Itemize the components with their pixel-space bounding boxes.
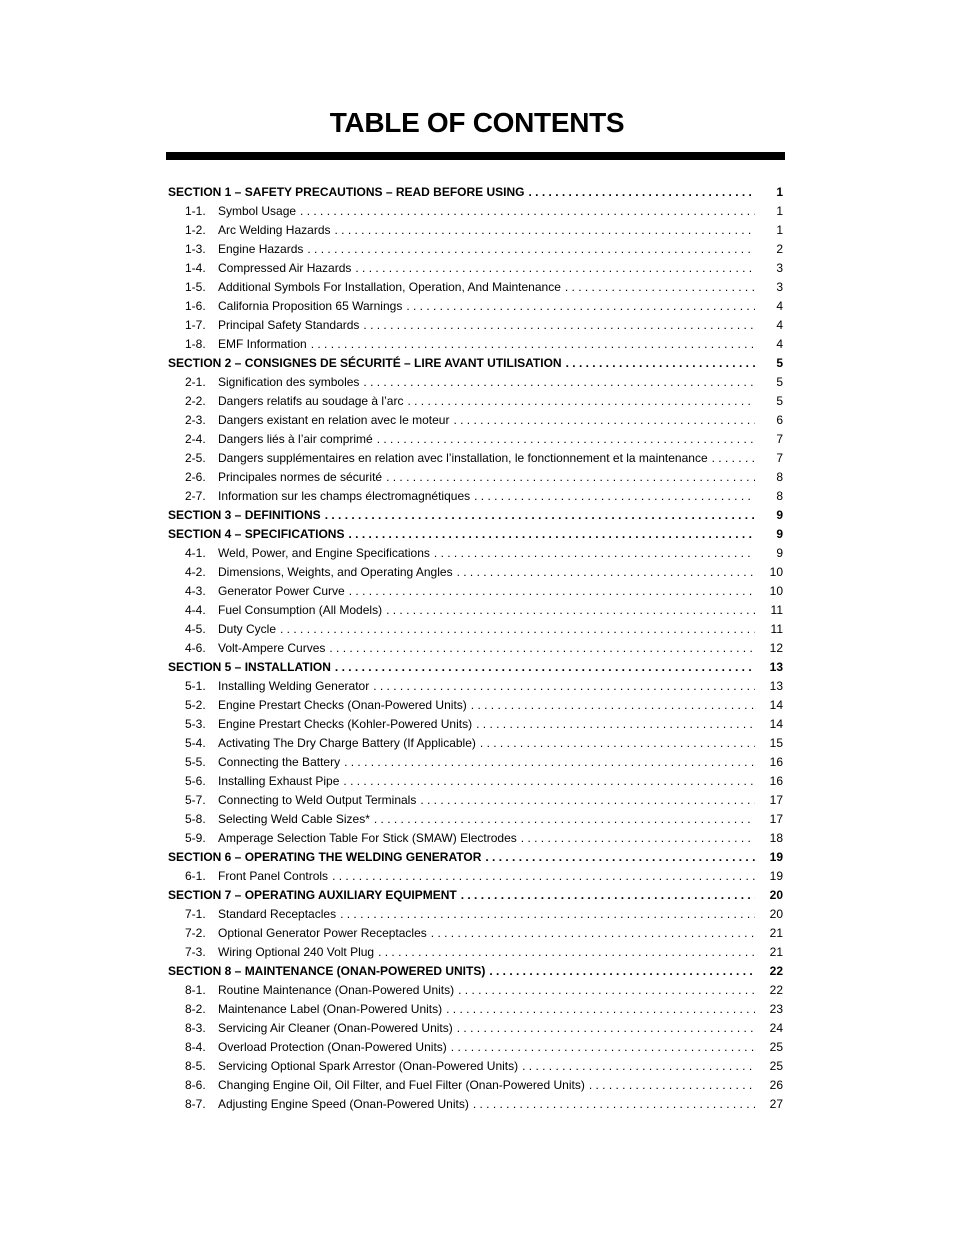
toc-item-title: Signification des symboles	[218, 375, 360, 389]
toc-dot-leader	[343, 772, 755, 791]
toc-item-title: Routine Maintenance (Onan-Powered Units)	[218, 983, 455, 997]
toc-item-number: 5-1.	[185, 679, 206, 693]
toc-item-number: 4-3.	[185, 584, 206, 598]
toc-item-title: Volt-Ampere Curves	[218, 641, 326, 655]
toc-page-number: 11	[770, 622, 783, 636]
toc-dot-leader	[373, 677, 755, 696]
toc-dot-leader	[457, 563, 755, 582]
toc-item-number: 1-5.	[185, 280, 206, 294]
toc-item-row[interactable]	[168, 259, 783, 278]
toc-dot-leader	[521, 829, 755, 848]
toc-page-number: 21	[769, 945, 783, 959]
toc-item-title: Dangers supplémentaires en relation avec l’installation, le fonctionnement et la maintenance	[218, 451, 708, 465]
toc-page-number: 5	[776, 394, 783, 408]
toc-item-number: 5-6.	[185, 774, 206, 788]
toc-page-number: 17	[769, 812, 783, 826]
toc-section-title: SECTION 5 – INSTALLATION	[168, 660, 331, 674]
toc-item-row[interactable]	[168, 449, 783, 468]
toc-dot-leader	[480, 734, 755, 753]
toc-page-number: 8	[776, 489, 783, 503]
toc-dot-leader	[344, 753, 755, 772]
toc-dot-leader	[280, 620, 755, 639]
toc-item-row[interactable]	[168, 791, 783, 810]
toc-page-number: 1	[776, 185, 783, 199]
title-rule	[166, 152, 785, 160]
toc-dot-leader	[349, 582, 755, 601]
toc-dot-leader	[458, 981, 755, 1000]
toc-dot-leader	[453, 411, 755, 430]
toc-item-row[interactable]	[168, 905, 783, 924]
toc-dot-leader	[529, 183, 755, 202]
toc-page-number: 10	[769, 565, 783, 579]
toc-item-row[interactable]	[168, 734, 783, 753]
toc-item-number: 6-1.	[185, 869, 206, 883]
toc-item-row[interactable]	[168, 715, 783, 734]
toc-item-number: 4-6.	[185, 641, 206, 655]
toc-item-number: 4-2.	[185, 565, 206, 579]
toc-dot-leader	[378, 943, 755, 962]
toc-item-row[interactable]	[168, 1000, 783, 1019]
toc-dot-leader	[431, 924, 755, 943]
toc-item-row[interactable]	[168, 1057, 783, 1076]
toc-page-number: 25	[769, 1059, 783, 1073]
toc-item-title: Standard Receptacles	[218, 907, 337, 921]
toc-section-row[interactable]	[168, 962, 783, 981]
toc-section-row[interactable]	[168, 506, 783, 525]
toc-item-number: 2-6.	[185, 470, 206, 484]
toc-dot-leader	[485, 848, 755, 867]
toc-item-row[interactable]	[168, 810, 783, 829]
toc-dot-leader	[332, 867, 755, 886]
toc-page-number: 17	[769, 793, 783, 807]
toc-dot-leader	[589, 1076, 755, 1095]
toc-dot-leader	[348, 525, 755, 544]
toc-item-title: Changing Engine Oil, Oil Filter, and Fuel Filter (Onan-Powered Units)	[218, 1078, 585, 1092]
toc-item-title: Symbol Usage	[218, 204, 297, 218]
toc-item-title: Front Panel Controls	[218, 869, 329, 883]
toc-page-number: 10	[769, 584, 783, 598]
toc-item-title: Connecting the Battery	[218, 755, 341, 769]
toc-item-number: 4-4.	[185, 603, 206, 617]
toc-item-row[interactable]	[168, 240, 783, 259]
toc-item-title: Selecting Weld Cable Sizes*	[218, 812, 370, 826]
toc-page-number: 1	[776, 223, 783, 237]
toc-page-number: 7	[776, 432, 783, 446]
toc-item-row[interactable]	[168, 867, 783, 886]
toc-page-number: 26	[769, 1078, 783, 1092]
toc-dot-leader	[335, 221, 756, 240]
toc-section-title: SECTION 2 – CONSIGNES DE SÉCURITÉ – LIRE AVANT UTILISATION	[168, 356, 562, 370]
toc-item-title: Servicing Air Cleaner (Onan-Powered Units)	[218, 1021, 453, 1035]
toc-dot-leader	[329, 639, 755, 658]
toc-item-title: Connecting to Weld Output Terminals	[218, 793, 417, 807]
toc-page-number: 22	[769, 964, 783, 978]
toc-item-number: 1-8.	[185, 337, 206, 351]
toc-item-title: Optional Generator Power Receptacles	[218, 926, 427, 940]
toc-dot-leader	[325, 506, 755, 525]
toc-section-row[interactable]	[168, 525, 783, 544]
toc-item-title: California Proposition 65 Warnings	[218, 299, 403, 313]
toc-page-number: 15	[769, 736, 783, 750]
toc-section-title: SECTION 3 – DEFINITIONS	[168, 508, 321, 522]
toc-section-title: SECTION 7 – OPERATING AUXILIARY EQUIPMENT	[168, 888, 457, 902]
toc-item-number: 5-4.	[185, 736, 206, 750]
toc-section-row[interactable]	[168, 658, 783, 677]
toc-item-number: 5-3.	[185, 717, 206, 731]
toc-dot-leader	[461, 886, 755, 905]
toc-page-number: 7	[776, 451, 783, 465]
toc-item-number: 8-1.	[185, 983, 206, 997]
toc-page-number: 14	[769, 717, 783, 731]
toc-item-title: Adjusting Engine Speed (Onan-Powered Units)	[218, 1097, 469, 1111]
toc-dot-leader	[386, 468, 755, 487]
toc-page-number: 4	[776, 318, 783, 332]
toc-dot-leader	[566, 354, 755, 373]
toc-item-row[interactable]	[168, 487, 783, 506]
toc-item-title: Engine Prestart Checks (Onan-Powered Units)	[218, 698, 467, 712]
toc-item-title: Activating The Dry Charge Battery (If Applicable)	[218, 736, 476, 750]
toc-page-number: 24	[769, 1021, 783, 1035]
toc-item-title: Engine Hazards	[218, 242, 304, 256]
toc-item-number: 1-4.	[185, 261, 206, 275]
toc-item-title: Servicing Optional Spark Arrestor (Onan-Powered Units)	[218, 1059, 519, 1073]
toc-item-title: Installing Exhaust Pipe	[218, 774, 340, 788]
toc-dot-leader	[355, 259, 755, 278]
toc-item-title: Duty Cycle	[218, 622, 277, 636]
toc-page-number: 21	[769, 926, 783, 940]
toc-page-number: 9	[776, 546, 783, 560]
toc-item-row[interactable]	[168, 316, 783, 335]
toc-item-number: 8-2.	[185, 1002, 206, 1016]
toc-item-row[interactable]	[168, 1076, 783, 1095]
toc-item-row[interactable]	[168, 221, 783, 240]
toc-section-title: SECTION 1 – SAFETY PRECAUTIONS – READ BEFORE USING	[168, 185, 525, 199]
toc-dot-leader	[446, 1000, 755, 1019]
toc-item-number: 1-6.	[185, 299, 206, 313]
toc-dot-leader	[473, 1095, 755, 1114]
toc-item-row[interactable]	[168, 696, 783, 715]
toc-item-row[interactable]	[168, 620, 783, 639]
toc-item-title: Fuel Consumption (All Models)	[218, 603, 383, 617]
toc-dot-leader	[386, 601, 755, 620]
toc-dot-leader	[335, 658, 755, 677]
toc-item-number: 2-5.	[185, 451, 206, 465]
toc-item-number: 2-4.	[185, 432, 206, 446]
toc-item-title: Engine Prestart Checks (Kohler-Powered Units)	[218, 717, 473, 731]
toc-section-row[interactable]	[168, 848, 783, 867]
page-title: TABLE OF CONTENTS	[329, 107, 625, 138]
toc-dot-leader	[420, 791, 755, 810]
toc-item-number: 8-6.	[185, 1078, 206, 1092]
toc-dot-leader	[406, 297, 755, 316]
toc-dot-leader	[374, 810, 755, 829]
toc-item-row[interactable]	[168, 943, 783, 962]
toc-page-number: 12	[769, 641, 783, 655]
toc-page-number: 4	[776, 299, 783, 313]
toc-section-row[interactable]	[168, 354, 783, 373]
toc-item-title: Weld, Power, and Engine Specifications	[218, 546, 430, 560]
toc-item-number: 8-7.	[185, 1097, 206, 1111]
toc-page-number: 22	[769, 983, 783, 997]
toc-item-row[interactable]	[168, 772, 783, 791]
toc-page-number: 5	[776, 375, 783, 389]
toc-item-row[interactable]	[168, 981, 783, 1000]
toc-page-number: 1	[776, 204, 783, 218]
toc-item-title: Dangers liés à l’air comprimé	[218, 432, 373, 446]
toc-page-number: 13	[769, 679, 783, 693]
toc-section-title: SECTION 4 – SPECIFICATIONS	[168, 527, 345, 541]
toc-page-number: 20	[769, 907, 783, 921]
toc-dot-leader	[363, 373, 755, 392]
toc-item-title: Dangers existant en relation avec le moteur	[218, 413, 450, 427]
toc-item-number: 2-2.	[185, 394, 206, 408]
toc-item-row[interactable]	[168, 582, 783, 601]
toc-item-row[interactable]	[168, 202, 783, 221]
toc-dot-leader	[451, 1038, 755, 1057]
toc-item-row[interactable]	[168, 392, 783, 411]
toc-item-title: Information sur les champs électromagnétiques	[218, 489, 471, 503]
toc-item-title: Maintenance Label (Onan-Powered Units)	[218, 1002, 443, 1016]
toc-item-number: 8-5.	[185, 1059, 206, 1073]
toc-dot-leader	[565, 278, 755, 297]
toc-page-number: 27	[769, 1097, 783, 1111]
toc-dot-leader	[340, 905, 755, 924]
toc-item-title: EMF Information	[218, 337, 307, 351]
toc-page-number: 16	[769, 755, 783, 769]
toc-section-title: SECTION 8 – MAINTENANCE (ONAN-POWERED UNITS)	[168, 964, 486, 978]
toc-dot-leader	[489, 962, 755, 981]
toc-dot-leader	[407, 392, 755, 411]
toc-page-number: 19	[769, 869, 783, 883]
toc-item-row[interactable]	[168, 411, 783, 430]
toc-dot-leader	[522, 1057, 755, 1076]
toc-section-row[interactable]	[168, 183, 783, 202]
toc-item-row[interactable]	[168, 297, 783, 316]
toc-item-row[interactable]	[168, 829, 783, 848]
toc-item-row[interactable]	[168, 753, 783, 772]
toc-item-title: Dangers relatifs au soudage à l’arc	[218, 394, 404, 408]
toc-item-number: 4-1.	[185, 546, 206, 560]
toc-dot-leader	[307, 240, 755, 259]
toc-dot-leader	[363, 316, 755, 335]
toc-page-number: 18	[769, 831, 783, 845]
toc-item-title: Dimensions, Weights, and Operating Angles	[218, 565, 453, 579]
toc-item-title: Wiring Optional 240 Volt Plug	[218, 945, 375, 959]
toc-page-number: 6	[776, 413, 783, 427]
toc-page-number: 4	[776, 337, 783, 351]
toc-section-title: SECTION 6 – OPERATING THE WELDING GENERATOR	[168, 850, 482, 864]
toc-item-row[interactable]	[168, 278, 783, 297]
toc-item-number: 2-1.	[185, 375, 206, 389]
toc-item-number: 5-2.	[185, 698, 206, 712]
toc-item-row[interactable]	[168, 373, 783, 392]
toc-item-title: Additional Symbols For Installation, Operation, And Maintenance	[218, 280, 561, 294]
toc-page-number: 3	[776, 280, 783, 294]
toc-item-number: 5-5.	[185, 755, 206, 769]
toc-item-title: Amperage Selection Table For Stick (SMAW) Electrodes	[218, 831, 517, 845]
toc-item-row[interactable]	[168, 601, 783, 620]
toc-dot-leader	[476, 715, 755, 734]
toc-page-number: 3	[776, 261, 783, 275]
toc-item-row[interactable]	[168, 639, 783, 658]
toc-item-number: 5-7.	[185, 793, 206, 807]
toc-page-number: 9	[776, 527, 783, 541]
toc-item-title: Overload Protection (Onan-Powered Units)	[218, 1040, 447, 1054]
toc-item-number: 2-3.	[185, 413, 206, 427]
toc-dot-leader	[434, 544, 755, 563]
toc-item-title: Compressed Air Hazards	[218, 261, 352, 275]
toc-item-number: 8-3.	[185, 1021, 206, 1035]
toc-item-number: 8-4.	[185, 1040, 206, 1054]
toc-dot-leader	[377, 430, 755, 449]
toc-item-row[interactable]	[168, 1019, 783, 1038]
toc-item-number: 5-9.	[185, 831, 206, 845]
toc-item-title: Generator Power Curve	[218, 584, 345, 598]
toc-page-number: 20	[769, 888, 783, 902]
toc-item-row[interactable]	[168, 468, 783, 487]
toc-item-row[interactable]	[168, 924, 783, 943]
toc-item-number: 7-2.	[185, 926, 206, 940]
toc-item-number: 7-3.	[185, 945, 206, 959]
toc-item-number: 2-7.	[185, 489, 206, 503]
toc-item-title: Principales normes de sécurité	[218, 470, 383, 484]
toc-dot-leader	[474, 487, 755, 506]
toc-dot-leader	[300, 202, 755, 221]
toc-item-row[interactable]	[168, 563, 783, 582]
toc-item-number: 1-3.	[185, 242, 206, 256]
toc-item-number: 1-7.	[185, 318, 206, 332]
toc-item-number: 7-1.	[185, 907, 206, 921]
toc-item-number: 4-5.	[185, 622, 206, 636]
toc-item-row[interactable]	[168, 1095, 783, 1114]
toc-item-number: 1-2.	[185, 223, 206, 237]
toc-item-number: 5-8.	[185, 812, 206, 826]
toc-page-number: 14	[769, 698, 783, 712]
toc-item-title: Arc Welding Hazards	[218, 223, 331, 237]
toc-item-row[interactable]	[168, 430, 783, 449]
toc-section-row[interactable]	[168, 886, 783, 905]
toc-item-row[interactable]	[168, 544, 783, 563]
toc-page-number: 23	[769, 1002, 783, 1016]
toc-dot-leader	[471, 696, 755, 715]
toc-page-number: 19	[769, 850, 783, 864]
toc-page-number: 25	[769, 1040, 783, 1054]
toc-item-number: 1-1.	[185, 204, 206, 218]
toc-page-number: 2	[776, 242, 783, 256]
table-of-contents	[168, 183, 783, 1114]
toc-item-row[interactable]	[168, 1038, 783, 1057]
toc-dot-leader	[712, 449, 755, 468]
toc-dot-leader	[457, 1019, 755, 1038]
toc-item-row[interactable]	[168, 335, 783, 354]
toc-page-number: 11	[770, 603, 783, 617]
toc-page-number: 13	[769, 660, 783, 674]
toc-page-number: 5	[776, 356, 783, 370]
toc-page-number: 9	[776, 508, 783, 522]
toc-page-number: 16	[769, 774, 783, 788]
toc-item-title: Installing Welding Generator	[218, 679, 370, 693]
toc-page-number: 8	[776, 470, 783, 484]
toc-item-title: Principal Safety Standards	[218, 318, 360, 332]
toc-item-row[interactable]	[168, 677, 783, 696]
toc-dot-leader	[311, 335, 755, 354]
